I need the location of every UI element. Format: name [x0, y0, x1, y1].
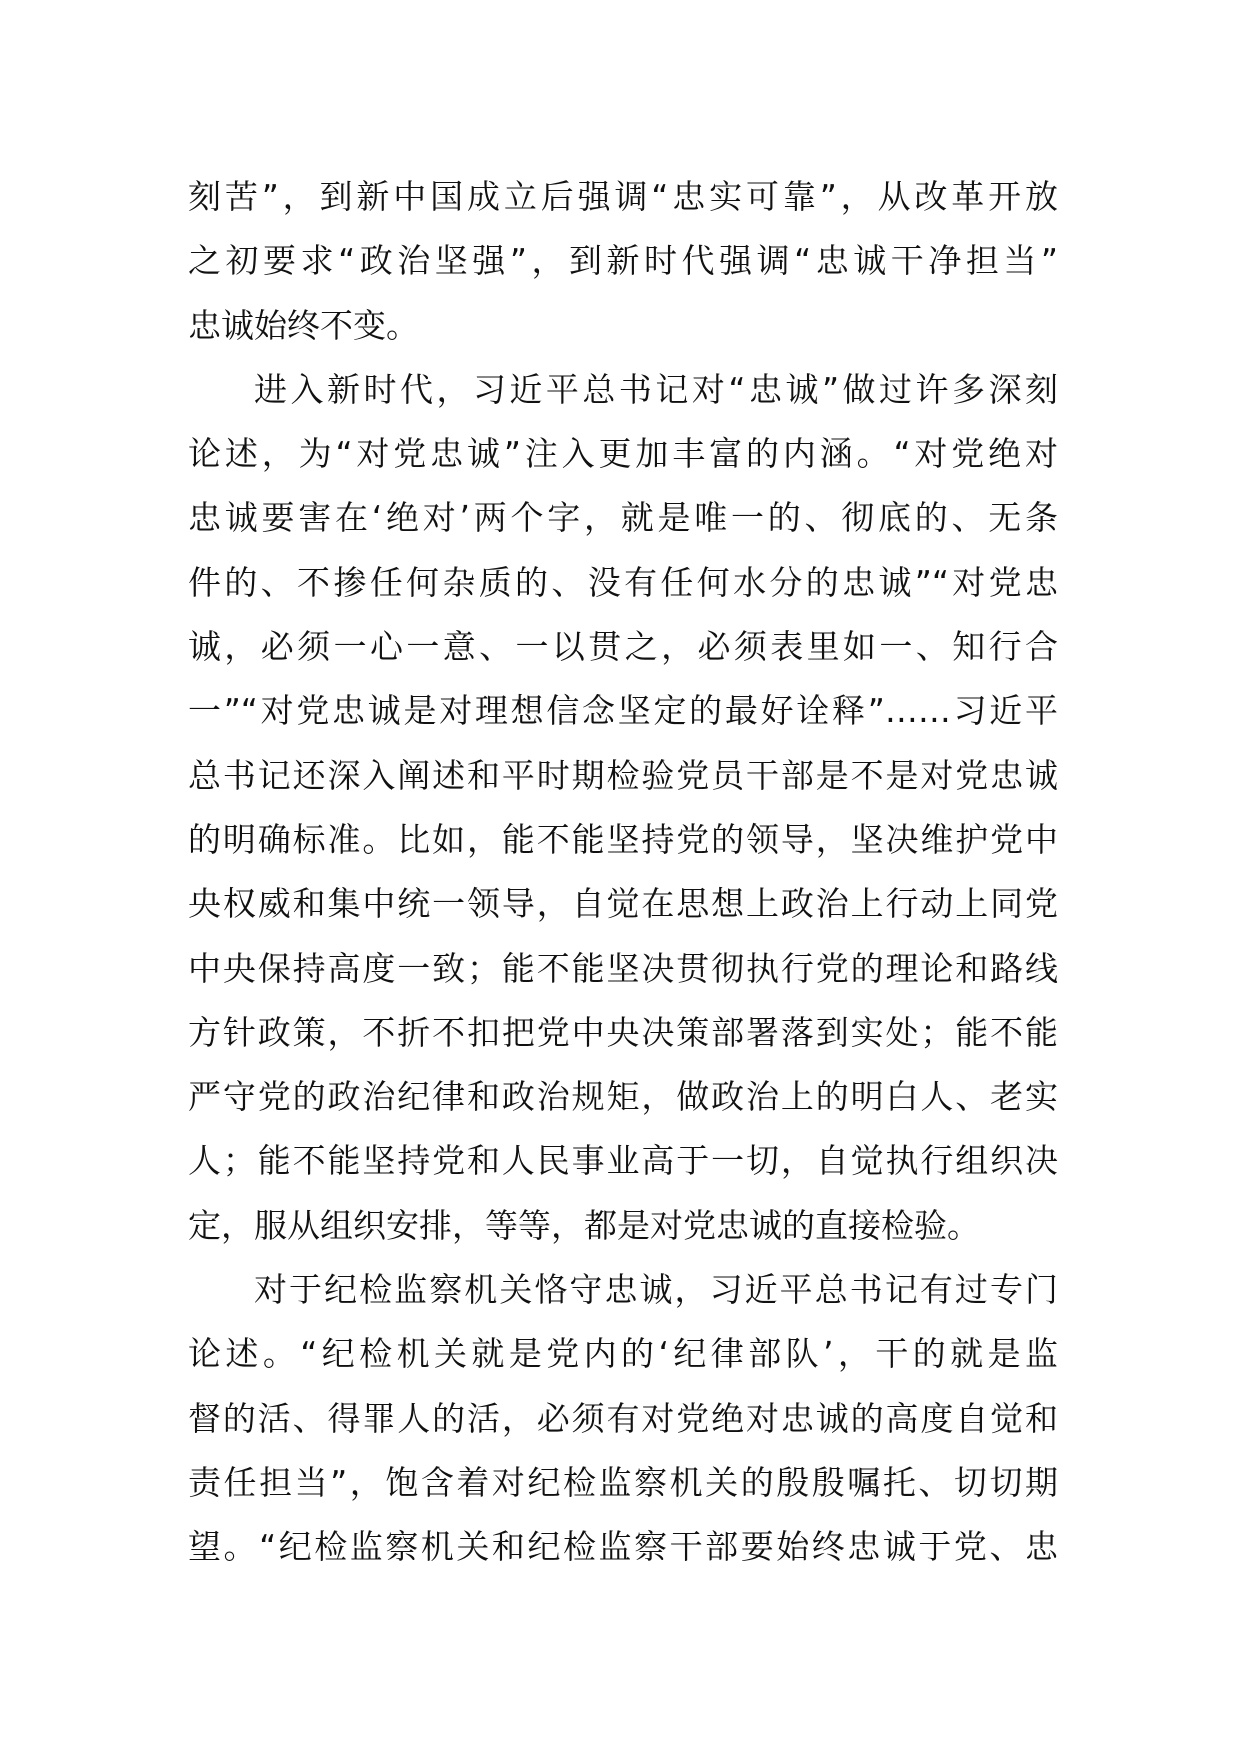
text-line: 刻苦”，到新中国成立后强调“忠实可靠”，从改革开放 [188, 177, 1058, 216]
text-line: 人；能不能坚持党和人民事业高于一切，自觉执行组织决 [188, 1141, 1058, 1181]
text-line: 督的活、得罪人的活，必须有对党绝对忠诚的高度自觉和 [188, 1398, 1058, 1438]
text-line: 对于纪检监察机关恪守忠诚，习近平总书记有过专门 [254, 1270, 1058, 1310]
text-line: 论述。“纪检机关就是党内的‘纪律部队’，干的就是监 [188, 1334, 1058, 1374]
text-line: 方针政策，不折不扣把党中央决策部署落到实处；能不能 [188, 1012, 1058, 1052]
text-line: 忠诚要害在‘绝对’两个字，就是唯一的、彻底的、无条 [188, 498, 1058, 538]
text-line: 中央保持高度一致；能不能坚决贯彻执行党的理论和路线 [188, 948, 1058, 988]
text-line: 论述，为“对党忠诚”注入更加丰富的内涵。“对党绝对 [188, 434, 1058, 474]
text-line: 诚，必须一心一意、一以贯之，必须表里如一、知行合 [188, 627, 1058, 667]
text-line: 严守党的政治纪律和政治规矩，做政治上的明白人、老实 [188, 1077, 1058, 1117]
text-line: 忠诚始终不变。 [188, 305, 419, 345]
text-line: 望。“纪检监察机关和纪检监察干部要始终忠诚于党、忠 [188, 1527, 1058, 1567]
text-line: 定，服从组织安排，等等，都是对党忠诚的直接检验。 [188, 1205, 980, 1245]
text-line: 进入新时代，习近平总书记对“忠诚”做过许多深刻 [254, 369, 1058, 409]
text-line: 之初要求“政治坚强”，到新时代强调“忠诚干净担当” [188, 241, 1058, 281]
text-line: 央权威和集中统一领导，自觉在思想上政治上行动上同党 [188, 884, 1058, 924]
text-line: 件的、不掺任何杂质的、没有任何水分的忠诚”“对党忠 [188, 562, 1058, 602]
document-body [188, 165, 1058, 1580]
text-line: 总书记还深入阐述和平时期检验党员干部是不是对党忠诚 [188, 755, 1058, 795]
text-line: 的明确标准。比如，能不能坚持党的领导，坚决维护党中 [188, 819, 1058, 859]
text-line: 一”“对党忠诚是对理想信念坚定的最好诠释”……习近平 [188, 691, 1058, 731]
text-line: 责任担当”，饱含着对纪检监察机关的殷殷嘱托、切切期 [188, 1462, 1058, 1502]
